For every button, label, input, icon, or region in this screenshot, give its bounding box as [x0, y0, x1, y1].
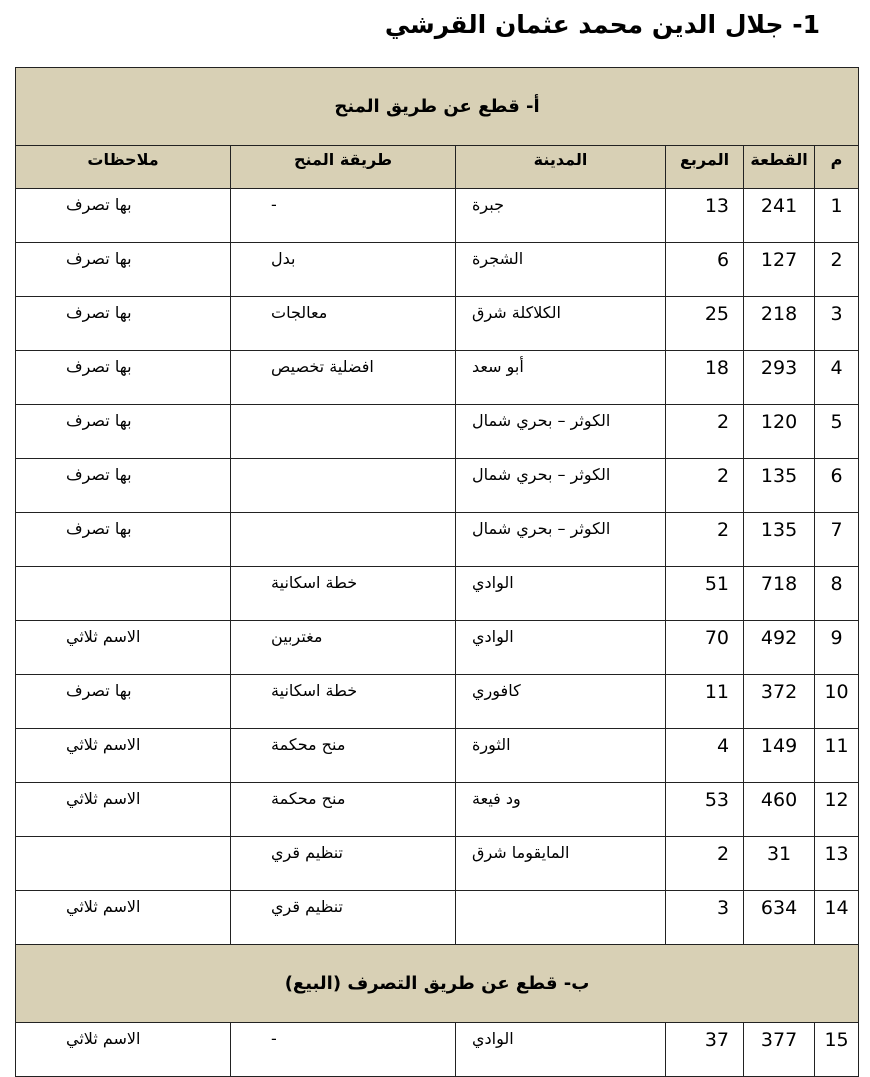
cell-notes: بها تصرف: [16, 297, 231, 351]
cell-notes: بها تصرف: [16, 405, 231, 459]
cell-city: كافوري: [456, 675, 666, 729]
table-row: [16, 621, 859, 675]
cell-plot: 135: [744, 459, 815, 513]
cell-square: 2: [666, 513, 744, 567]
cell-plot: 372: [744, 675, 815, 729]
cell-square: 70: [666, 621, 744, 675]
cell-plot: 293: [744, 351, 815, 405]
table-row: [16, 351, 859, 405]
page-title: 1- جلال الدين محمد عثمان القرشي: [384, 10, 820, 39]
cell-m: 8: [815, 567, 859, 621]
header-method: طريقة المنح: [231, 146, 456, 189]
cell-m: 3: [815, 297, 859, 351]
cell-notes: الاسم ثلاثي: [16, 729, 231, 783]
cell-notes: بها تصرف: [16, 243, 231, 297]
cell-square: 53: [666, 783, 744, 837]
table-row: [16, 189, 859, 243]
cell-plot: 634: [744, 891, 815, 945]
table-row: [16, 243, 859, 297]
cell-plot: 120: [744, 405, 815, 459]
cell-plot: 377: [744, 1023, 815, 1077]
cell-city: الكلاكلة شرق: [456, 297, 666, 351]
cell-notes: الاسم ثلاثي: [16, 891, 231, 945]
cell-notes: بها تصرف: [16, 675, 231, 729]
table-row: [16, 1023, 859, 1077]
cell-method: مغتربين: [231, 621, 456, 675]
cell-square: 2: [666, 837, 744, 891]
table-row: [16, 459, 859, 513]
cell-city: المايقوما شرق: [456, 837, 666, 891]
header-square: المربع: [666, 146, 744, 189]
cell-plot: 718: [744, 567, 815, 621]
table-row: [16, 405, 859, 459]
cell-square: 18: [666, 351, 744, 405]
table-row: [16, 567, 859, 621]
cell-m: 7: [815, 513, 859, 567]
cell-notes: بها تصرف: [16, 189, 231, 243]
cell-notes: الاسم ثلاثي: [16, 621, 231, 675]
cell-plot: 241: [744, 189, 815, 243]
cell-square: 51: [666, 567, 744, 621]
cell-square: 2: [666, 459, 744, 513]
cell-square: 37: [666, 1023, 744, 1077]
cell-method: [231, 513, 456, 567]
cell-square: 11: [666, 675, 744, 729]
cell-method: تنظيم قري: [231, 891, 456, 945]
section-b-title: ب- قطع عن طريق التصرف (البيع): [16, 945, 859, 1023]
cell-square: 25: [666, 297, 744, 351]
table-header-row: [16, 146, 859, 189]
cell-method: [231, 405, 456, 459]
cell-plot: 149: [744, 729, 815, 783]
section-a-title: أ- قطع عن طريق المنح: [16, 68, 859, 146]
cell-m: 2: [815, 243, 859, 297]
cell-plot: 31: [744, 837, 815, 891]
cell-method: [231, 459, 456, 513]
cell-city: الوادي: [456, 567, 666, 621]
cell-plot: 218: [744, 297, 815, 351]
cell-m: 1: [815, 189, 859, 243]
table-row: [16, 513, 859, 567]
cell-city: ود فيعة: [456, 783, 666, 837]
header-city: المدينة: [456, 146, 666, 189]
cell-square: 6: [666, 243, 744, 297]
cell-method: منح محكمة: [231, 783, 456, 837]
table-row: [16, 837, 859, 891]
plots-table: [15, 67, 859, 1077]
cell-plot: 460: [744, 783, 815, 837]
cell-m: 10: [815, 675, 859, 729]
table-row: [16, 891, 859, 945]
cell-square: 3: [666, 891, 744, 945]
cell-m: 14: [815, 891, 859, 945]
cell-plot: 127: [744, 243, 815, 297]
cell-m: 12: [815, 783, 859, 837]
cell-square: 2: [666, 405, 744, 459]
cell-city: الوادي: [456, 1023, 666, 1077]
cell-notes: بها تصرف: [16, 513, 231, 567]
cell-m: 11: [815, 729, 859, 783]
cell-city: الكوثر – بحري شمال: [456, 459, 666, 513]
cell-method: منح محكمة: [231, 729, 456, 783]
cell-method: خطة اسكانية: [231, 567, 456, 621]
cell-method: افضلية تخصيص: [231, 351, 456, 405]
cell-city: [456, 891, 666, 945]
section-b-header: [16, 945, 859, 1023]
cell-method: تنظيم قري: [231, 837, 456, 891]
header-plot: القطعة: [744, 146, 815, 189]
cell-method: -: [231, 1023, 456, 1077]
cell-plot: 492: [744, 621, 815, 675]
table-row: [16, 675, 859, 729]
cell-m: 6: [815, 459, 859, 513]
cell-plot: 135: [744, 513, 815, 567]
cell-city: الوادي: [456, 621, 666, 675]
cell-m: 5: [815, 405, 859, 459]
cell-m: 4: [815, 351, 859, 405]
section-a-header: [16, 68, 859, 146]
cell-notes: بها تصرف: [16, 459, 231, 513]
cell-m: 13: [815, 837, 859, 891]
cell-notes: [16, 567, 231, 621]
cell-city: الكوثر – بحري شمال: [456, 513, 666, 567]
header-notes: ملاحظات: [16, 146, 231, 189]
cell-notes: الاسم ثلاثي: [16, 783, 231, 837]
cell-square: 13: [666, 189, 744, 243]
cell-notes: بها تصرف: [16, 351, 231, 405]
cell-city: أبو سعد: [456, 351, 666, 405]
header-m: م: [815, 146, 859, 189]
cell-m: 9: [815, 621, 859, 675]
cell-city: الشجرة: [456, 243, 666, 297]
cell-method: معالجات: [231, 297, 456, 351]
cell-city: جبرة: [456, 189, 666, 243]
cell-method: بدل: [231, 243, 456, 297]
table-row: [16, 729, 859, 783]
cell-notes: [16, 837, 231, 891]
cell-m: 15: [815, 1023, 859, 1077]
cell-city: الكوثر – بحري شمال: [456, 405, 666, 459]
cell-method: خطة اسكانية: [231, 675, 456, 729]
table-row: [16, 297, 859, 351]
table-row: [16, 783, 859, 837]
cell-city: الثورة: [456, 729, 666, 783]
cell-notes: الاسم ثلاثي: [16, 1023, 231, 1077]
cell-square: 4: [666, 729, 744, 783]
cell-method: -: [231, 189, 456, 243]
